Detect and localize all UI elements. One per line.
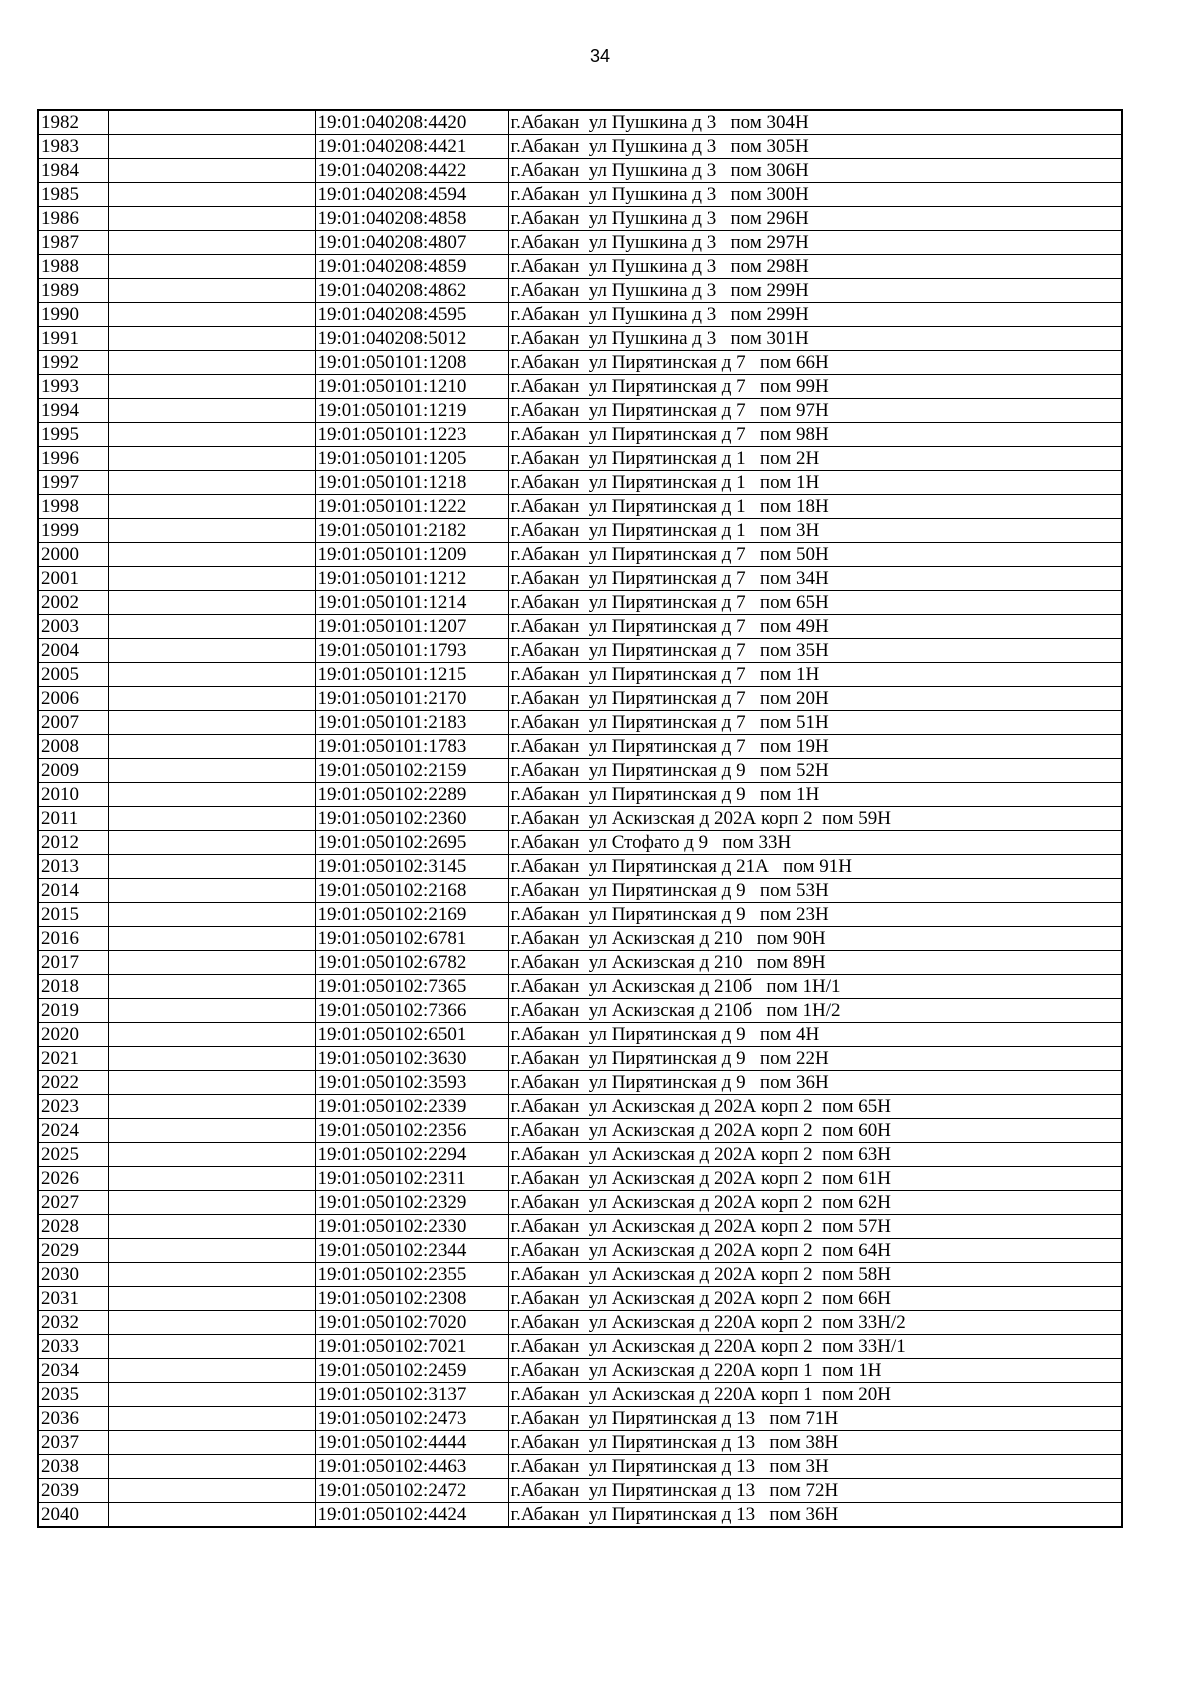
row-number-cell: 2017	[38, 951, 108, 975]
cadastral-number-cell: 19:01:050102:2169	[315, 903, 508, 927]
address-cell: г.Абакан ул Пушкина д 3 пом 301Н	[508, 327, 1122, 351]
row-number-cell: 2037	[38, 1431, 108, 1455]
cadastral-number-cell: 19:01:050102:2472	[315, 1479, 508, 1503]
table-row	[38, 807, 1122, 831]
name-cell	[108, 327, 315, 351]
cadastral-number-cell: 19:01:050102:3630	[315, 1047, 508, 1071]
cadastral-number-cell: 19:01:050102:2473	[315, 1407, 508, 1431]
table-row	[38, 1143, 1122, 1167]
address-cell: г.Абакан ул Пушкина д 3 пом 297Н	[508, 231, 1122, 255]
row-number-cell: 2021	[38, 1047, 108, 1071]
cadastral-number-cell: 19:01:050102:2329	[315, 1191, 508, 1215]
name-cell	[108, 303, 315, 327]
name-cell	[108, 1023, 315, 1047]
name-cell	[108, 159, 315, 183]
cadastral-number-cell: 19:01:050102:7366	[315, 999, 508, 1023]
name-cell	[108, 759, 315, 783]
name-cell	[108, 615, 315, 639]
cadastral-number-cell: 19:01:050102:2289	[315, 783, 508, 807]
row-number-cell: 2007	[38, 711, 108, 735]
address-cell: г.Абакан ул Пирятинская д 7 пом 51Н	[508, 711, 1122, 735]
row-number-cell: 2034	[38, 1359, 108, 1383]
name-cell	[108, 447, 315, 471]
name-cell	[108, 471, 315, 495]
name-cell	[108, 1071, 315, 1095]
cadastral-number-cell: 19:01:050102:2159	[315, 759, 508, 783]
address-cell: г.Абакан ул Пушкина д 3 пом 304Н	[508, 110, 1122, 135]
table-row	[38, 927, 1122, 951]
table-row	[38, 1239, 1122, 1263]
name-cell	[108, 1167, 315, 1191]
address-cell: г.Абакан ул Стофато д 9 пом 33Н	[508, 831, 1122, 855]
cadastral-number-cell: 19:01:040208:4595	[315, 303, 508, 327]
name-cell	[108, 879, 315, 903]
cadastral-number-cell: 19:01:050102:3137	[315, 1383, 508, 1407]
row-number-cell: 2002	[38, 591, 108, 615]
address-cell: г.Абакан ул Пирятинская д 9 пом 22Н	[508, 1047, 1122, 1071]
row-number-cell: 2030	[38, 1263, 108, 1287]
row-number-cell: 2004	[38, 639, 108, 663]
table-row	[38, 303, 1122, 327]
table-row	[38, 759, 1122, 783]
cadastral-number-cell: 19:01:050101:1222	[315, 495, 508, 519]
row-number-cell: 1983	[38, 135, 108, 159]
address-cell: г.Абакан ул Пирятинская д 7 пом 99Н	[508, 375, 1122, 399]
cadastral-number-cell: 19:01:050102:2339	[315, 1095, 508, 1119]
row-number-cell: 2014	[38, 879, 108, 903]
row-number-cell: 2023	[38, 1095, 108, 1119]
row-number-cell: 1992	[38, 351, 108, 375]
table-row	[38, 207, 1122, 231]
name-cell	[108, 1311, 315, 1335]
cadastral-number-cell: 19:01:050102:6781	[315, 927, 508, 951]
name-cell	[108, 375, 315, 399]
table-row	[38, 1047, 1122, 1071]
table-row	[38, 783, 1122, 807]
cadastral-number-cell: 19:01:050101:1218	[315, 471, 508, 495]
row-number-cell: 1988	[38, 255, 108, 279]
address-cell: г.Абакан ул Аскизская д 202А корп 2 пом 64Н	[508, 1239, 1122, 1263]
row-number-cell: 2019	[38, 999, 108, 1023]
table-row	[38, 1479, 1122, 1503]
address-cell: г.Абакан ул Пирятинская д 9 пом 1Н	[508, 783, 1122, 807]
name-cell	[108, 735, 315, 759]
row-number-cell: 1993	[38, 375, 108, 399]
address-cell: г.Абакан ул Аскизская д 202А корп 2 пом 66Н	[508, 1287, 1122, 1311]
address-cell: г.Абакан ул Пирятинская д 9 пом 53Н	[508, 879, 1122, 903]
table-row	[38, 1167, 1122, 1191]
address-cell: г.Абакан ул Пирятинская д 7 пом 65Н	[508, 591, 1122, 615]
cadastral-number-cell: 19:01:050102:2355	[315, 1263, 508, 1287]
name-cell	[108, 1191, 315, 1215]
address-cell: г.Абакан ул Пушкина д 3 пом 299Н	[508, 279, 1122, 303]
cadastral-number-cell: 19:01:050101:1205	[315, 447, 508, 471]
address-cell: г.Абакан ул Аскизская д 210 пом 89Н	[508, 951, 1122, 975]
address-cell: г.Абакан ул Пирятинская д 1 пом 2Н	[508, 447, 1122, 471]
name-cell	[108, 975, 315, 999]
row-number-cell: 2040	[38, 1503, 108, 1528]
address-cell: г.Абакан ул Пирятинская д 13 пом 36Н	[508, 1503, 1122, 1528]
cadastral-number-cell: 19:01:040208:4807	[315, 231, 508, 255]
table-row	[38, 399, 1122, 423]
table-row	[38, 1311, 1122, 1335]
address-cell: г.Абакан ул Аскизская д 202А корп 2 пом 61Н	[508, 1167, 1122, 1191]
name-cell	[108, 591, 315, 615]
name-cell	[108, 255, 315, 279]
row-number-cell: 2006	[38, 687, 108, 711]
name-cell	[108, 1047, 315, 1071]
table-row	[38, 159, 1122, 183]
name-cell	[108, 231, 315, 255]
row-number-cell: 2033	[38, 1335, 108, 1359]
table-row	[38, 1335, 1122, 1359]
cadastral-number-cell: 19:01:050102:4424	[315, 1503, 508, 1528]
row-number-cell: 2031	[38, 1287, 108, 1311]
table-row	[38, 951, 1122, 975]
name-cell	[108, 110, 315, 135]
cadastral-number-cell: 19:01:050102:2695	[315, 831, 508, 855]
name-cell	[108, 1335, 315, 1359]
cadastral-number-cell: 19:01:050102:2294	[315, 1143, 508, 1167]
name-cell	[108, 135, 315, 159]
row-number-cell: 2020	[38, 1023, 108, 1047]
name-cell	[108, 1239, 315, 1263]
name-cell	[108, 663, 315, 687]
row-number-cell: 2022	[38, 1071, 108, 1095]
address-cell: г.Абакан ул Пирятинская д 9 пом 23Н	[508, 903, 1122, 927]
address-cell: г.Абакан ул Пирятинская д 1 пом 18Н	[508, 495, 1122, 519]
table-row	[38, 615, 1122, 639]
row-number-cell: 2010	[38, 783, 108, 807]
cadastral-number-cell: 19:01:050102:7021	[315, 1335, 508, 1359]
table-row	[38, 903, 1122, 927]
cadastral-number-cell: 19:01:040208:4421	[315, 135, 508, 159]
address-cell: г.Абакан ул Аскизская д 210б пом 1Н/2	[508, 999, 1122, 1023]
address-cell: г.Абакан ул Аскизская д 202А корп 2 пом 62Н	[508, 1191, 1122, 1215]
name-cell	[108, 855, 315, 879]
table-row	[38, 639, 1122, 663]
name-cell	[108, 423, 315, 447]
name-cell	[108, 687, 315, 711]
table-body	[38, 110, 1122, 1527]
table-row	[38, 567, 1122, 591]
address-cell: г.Абакан ул Пирятинская д 7 пом 50Н	[508, 543, 1122, 567]
name-cell	[108, 207, 315, 231]
cadastral-number-cell: 19:01:040208:4862	[315, 279, 508, 303]
row-number-cell: 1982	[38, 110, 108, 135]
address-cell: г.Абакан ул Пирятинская д 7 пом 34Н	[508, 567, 1122, 591]
name-cell	[108, 783, 315, 807]
address-cell: г.Абакан ул Пирятинская д 13 пом 71Н	[508, 1407, 1122, 1431]
name-cell	[108, 399, 315, 423]
row-number-cell: 1991	[38, 327, 108, 351]
table-row	[38, 1263, 1122, 1287]
name-cell	[108, 183, 315, 207]
address-cell: г.Абакан ул Пирятинская д 7 пом 49Н	[508, 615, 1122, 639]
cadastral-number-cell: 19:01:050102:4463	[315, 1455, 508, 1479]
name-cell	[108, 567, 315, 591]
cadastral-number-cell: 19:01:050101:2170	[315, 687, 508, 711]
row-number-cell: 1985	[38, 183, 108, 207]
cadastral-number-cell: 19:01:050102:2168	[315, 879, 508, 903]
row-number-cell: 2018	[38, 975, 108, 999]
table-row	[38, 1215, 1122, 1239]
row-number-cell: 2016	[38, 927, 108, 951]
table-row	[38, 279, 1122, 303]
address-cell: г.Абакан ул Пирятинская д 7 пом 98Н	[508, 423, 1122, 447]
row-number-cell: 2001	[38, 567, 108, 591]
table-row	[38, 495, 1122, 519]
row-number-cell: 2039	[38, 1479, 108, 1503]
table-row	[38, 1359, 1122, 1383]
cadastral-number-cell: 19:01:050102:2360	[315, 807, 508, 831]
address-cell: г.Абакан ул Аскизская д 220А корп 2 пом 33Н/1	[508, 1335, 1122, 1359]
address-cell: г.Абакан ул Пирятинская д 7 пом 20Н	[508, 687, 1122, 711]
address-cell: г.Абакан ул Аскизская д 220А корп 1 пом 20Н	[508, 1383, 1122, 1407]
cadastral-number-cell: 19:01:050101:1207	[315, 615, 508, 639]
table-row	[38, 375, 1122, 399]
address-cell: г.Абакан ул Пирятинская д 21А пом 91Н	[508, 855, 1122, 879]
name-cell	[108, 1359, 315, 1383]
address-cell: г.Абакан ул Аскизская д 210 пом 90Н	[508, 927, 1122, 951]
address-cell: г.Абакан ул Пирятинская д 7 пом 1Н	[508, 663, 1122, 687]
row-number-cell: 2038	[38, 1455, 108, 1479]
table-row	[38, 1287, 1122, 1311]
name-cell	[108, 927, 315, 951]
table-row	[38, 735, 1122, 759]
name-cell	[108, 999, 315, 1023]
cadastral-number-cell: 19:01:040208:4420	[315, 110, 508, 135]
name-cell	[108, 1263, 315, 1287]
row-number-cell: 2011	[38, 807, 108, 831]
table-row	[38, 975, 1122, 999]
table-row	[38, 519, 1122, 543]
name-cell	[108, 1215, 315, 1239]
name-cell	[108, 1407, 315, 1431]
address-cell: г.Абакан ул Аскизская д 202А корп 2 пом 57Н	[508, 1215, 1122, 1239]
address-cell: г.Абакан ул Аскизская д 202А корп 2 пом 65Н	[508, 1095, 1122, 1119]
row-number-cell: 2028	[38, 1215, 108, 1239]
name-cell	[108, 279, 315, 303]
cadastral-number-cell: 19:01:050101:1209	[315, 543, 508, 567]
name-cell	[108, 807, 315, 831]
table-row	[38, 1071, 1122, 1095]
cadastral-number-cell: 19:01:050101:1208	[315, 351, 508, 375]
row-number-cell: 2026	[38, 1167, 108, 1191]
address-cell: г.Абакан ул Пушкина д 3 пом 306Н	[508, 159, 1122, 183]
cadastral-number-cell: 19:01:040208:4859	[315, 255, 508, 279]
table-row	[38, 687, 1122, 711]
name-cell	[108, 1383, 315, 1407]
name-cell	[108, 495, 315, 519]
name-cell	[108, 1119, 315, 1143]
address-cell: г.Абакан ул Пирятинская д 9 пом 52Н	[508, 759, 1122, 783]
address-cell: г.Абакан ул Пирятинская д 7 пом 19Н	[508, 735, 1122, 759]
address-cell: г.Абакан ул Пирятинская д 13 пом 38Н	[508, 1431, 1122, 1455]
cadastral-number-cell: 19:01:050101:1793	[315, 639, 508, 663]
cadastral-number-cell: 19:01:050101:1214	[315, 591, 508, 615]
name-cell	[108, 831, 315, 855]
row-number-cell: 1996	[38, 447, 108, 471]
table-row	[38, 591, 1122, 615]
row-number-cell: 1994	[38, 399, 108, 423]
table-row	[38, 1383, 1122, 1407]
table-row	[38, 351, 1122, 375]
table-row	[38, 447, 1122, 471]
cadastral-number-cell: 19:01:040208:4858	[315, 207, 508, 231]
table-row	[38, 1431, 1122, 1455]
address-cell: г.Абакан ул Пушкина д 3 пом 299Н	[508, 303, 1122, 327]
row-number-cell: 1984	[38, 159, 108, 183]
cadastral-number-cell: 19:01:040208:5012	[315, 327, 508, 351]
table-row	[38, 879, 1122, 903]
address-cell: г.Абакан ул Пирятинская д 9 пом 4Н	[508, 1023, 1122, 1047]
row-number-cell: 2008	[38, 735, 108, 759]
table-row	[38, 135, 1122, 159]
row-number-cell: 2012	[38, 831, 108, 855]
address-cell: г.Абакан ул Аскизская д 202А корп 2 пом 60Н	[508, 1119, 1122, 1143]
address-cell: г.Абакан ул Аскизская д 220А корп 2 пом 33Н/2	[508, 1311, 1122, 1335]
address-cell: г.Абакан ул Пушкина д 3 пом 298Н	[508, 255, 1122, 279]
row-number-cell: 2027	[38, 1191, 108, 1215]
address-cell: г.Абакан ул Пирятинская д 13 пом 3Н	[508, 1455, 1122, 1479]
cadastral-number-cell: 19:01:050102:2308	[315, 1287, 508, 1311]
row-number-cell: 2029	[38, 1239, 108, 1263]
row-number-cell: 2005	[38, 663, 108, 687]
address-cell: г.Абакан ул Пушкина д 3 пом 300Н	[508, 183, 1122, 207]
table-row	[38, 183, 1122, 207]
row-number-cell: 2009	[38, 759, 108, 783]
address-cell: г.Абакан ул Аскизская д 202А корп 2 пом 59Н	[508, 807, 1122, 831]
address-cell: г.Абакан ул Пирятинская д 1 пом 1Н	[508, 471, 1122, 495]
table-row	[38, 831, 1122, 855]
cadastral-number-cell: 19:01:050101:2182	[315, 519, 508, 543]
name-cell	[108, 351, 315, 375]
name-cell	[108, 543, 315, 567]
table-row	[38, 1503, 1122, 1528]
row-number-cell: 1989	[38, 279, 108, 303]
row-number-cell: 2036	[38, 1407, 108, 1431]
address-cell: г.Абакан ул Пирятинская д 9 пом 36Н	[508, 1071, 1122, 1095]
row-number-cell: 2000	[38, 543, 108, 567]
table-row	[38, 1119, 1122, 1143]
cadastral-number-cell: 19:01:050102:2311	[315, 1167, 508, 1191]
name-cell	[108, 1431, 315, 1455]
cadastral-number-cell: 19:01:050101:1219	[315, 399, 508, 423]
row-number-cell: 1990	[38, 303, 108, 327]
table-row	[38, 663, 1122, 687]
name-cell	[108, 639, 315, 663]
address-cell: г.Абакан ул Пирятинская д 7 пом 97Н	[508, 399, 1122, 423]
name-cell	[108, 1287, 315, 1311]
name-cell	[108, 519, 315, 543]
name-cell	[108, 1143, 315, 1167]
cadastral-number-cell: 19:01:050101:1210	[315, 375, 508, 399]
row-number-cell: 2015	[38, 903, 108, 927]
row-number-cell: 1995	[38, 423, 108, 447]
name-cell	[108, 903, 315, 927]
cadastral-number-cell: 19:01:050102:6501	[315, 1023, 508, 1047]
registry-table	[37, 109, 1123, 1528]
address-cell: г.Абакан ул Аскизская д 210б пом 1Н/1	[508, 975, 1122, 999]
row-number-cell: 2013	[38, 855, 108, 879]
address-cell: г.Абакан ул Пушкина д 3 пом 305Н	[508, 135, 1122, 159]
cadastral-number-cell: 19:01:050102:4444	[315, 1431, 508, 1455]
name-cell	[108, 1095, 315, 1119]
name-cell	[108, 951, 315, 975]
table-row	[38, 255, 1122, 279]
address-cell: г.Абакан ул Пушкина д 3 пом 296Н	[508, 207, 1122, 231]
cadastral-number-cell: 19:01:040208:4594	[315, 183, 508, 207]
row-number-cell: 2035	[38, 1383, 108, 1407]
name-cell	[108, 711, 315, 735]
cadastral-number-cell: 19:01:050101:2183	[315, 711, 508, 735]
cadastral-number-cell: 19:01:050102:6782	[315, 951, 508, 975]
table-row	[38, 1407, 1122, 1431]
row-number-cell: 1999	[38, 519, 108, 543]
table-row	[38, 999, 1122, 1023]
cadastral-number-cell: 19:01:050102:3593	[315, 1071, 508, 1095]
row-number-cell: 1998	[38, 495, 108, 519]
table-row	[38, 1023, 1122, 1047]
table-row	[38, 543, 1122, 567]
row-number-cell: 2024	[38, 1119, 108, 1143]
address-cell: г.Абакан ул Аскизская д 202А корп 2 пом 63Н	[508, 1143, 1122, 1167]
table-row	[38, 110, 1122, 135]
cadastral-number-cell: 19:01:050102:2459	[315, 1359, 508, 1383]
cadastral-number-cell: 19:01:050101:1783	[315, 735, 508, 759]
address-cell: г.Абакан ул Пирятинская д 7 пом 35Н	[508, 639, 1122, 663]
table-row	[38, 711, 1122, 735]
page-number: 34	[589, 46, 611, 66]
cadastral-number-cell: 19:01:050102:7020	[315, 1311, 508, 1335]
cadastral-number-cell: 19:01:050102:7365	[315, 975, 508, 999]
table-row	[38, 471, 1122, 495]
cadastral-number-cell: 19:01:050102:2344	[315, 1239, 508, 1263]
address-cell: г.Абакан ул Пирятинская д 1 пом 3Н	[508, 519, 1122, 543]
address-cell: г.Абакан ул Аскизская д 220А корп 1 пом 1Н	[508, 1359, 1122, 1383]
table-row	[38, 327, 1122, 351]
table-row	[38, 1455, 1122, 1479]
cadastral-number-cell: 19:01:050101:1212	[315, 567, 508, 591]
cadastral-number-cell: 19:01:050102:2330	[315, 1215, 508, 1239]
address-cell: г.Абакан ул Пирятинская д 7 пом 66Н	[508, 351, 1122, 375]
row-number-cell: 1986	[38, 207, 108, 231]
cadastral-number-cell: 19:01:050101:1215	[315, 663, 508, 687]
table-row	[38, 855, 1122, 879]
table-row	[38, 1191, 1122, 1215]
row-number-cell: 2032	[38, 1311, 108, 1335]
table-row	[38, 1095, 1122, 1119]
row-number-cell: 1987	[38, 231, 108, 255]
address-cell: г.Абакан ул Аскизская д 202А корп 2 пом 58Н	[508, 1263, 1122, 1287]
row-number-cell: 2003	[38, 615, 108, 639]
name-cell	[108, 1503, 315, 1528]
table-row	[38, 423, 1122, 447]
cadastral-number-cell: 19:01:050102:3145	[315, 855, 508, 879]
cadastral-number-cell: 19:01:050101:1223	[315, 423, 508, 447]
name-cell	[108, 1455, 315, 1479]
row-number-cell: 1997	[38, 471, 108, 495]
name-cell	[108, 1479, 315, 1503]
cadastral-number-cell: 19:01:050102:2356	[315, 1119, 508, 1143]
table-row	[38, 231, 1122, 255]
row-number-cell: 2025	[38, 1143, 108, 1167]
address-cell: г.Абакан ул Пирятинская д 13 пом 72Н	[508, 1479, 1122, 1503]
cadastral-number-cell: 19:01:040208:4422	[315, 159, 508, 183]
